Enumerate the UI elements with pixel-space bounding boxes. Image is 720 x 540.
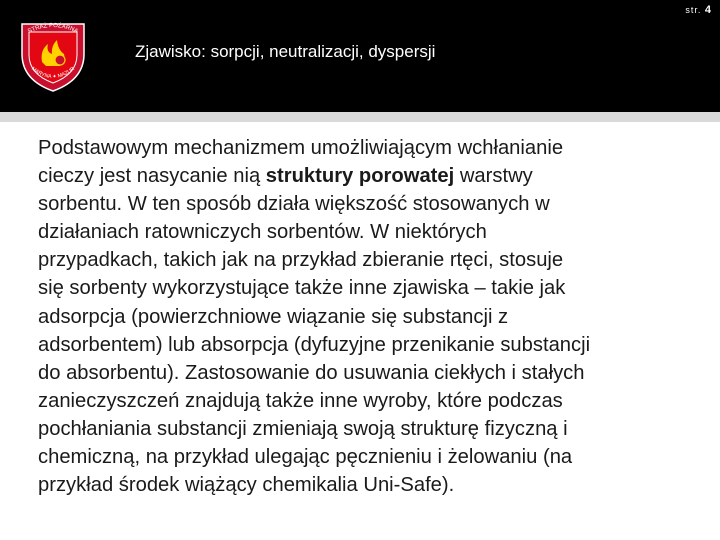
helmet-icon (55, 55, 65, 65)
text-line: sorbentu. W ten sposób działa większość stosowanych w (38, 193, 550, 216)
text-line: przypadkach, takich jak na przykład zbieranie rtęci, stosuje (38, 249, 564, 272)
header-divider (0, 112, 720, 122)
text-line: adsorpcja (powierzchniowe wiązanie się substancji z (38, 305, 509, 328)
text-segment: cieczy jest nasycanie nią (38, 165, 266, 188)
text-line: pochłaniania substancji zmieniają swoją strukturę fizyczną i (38, 417, 568, 440)
header-bar (0, 0, 720, 112)
text-line: chemiczną, na przykład ulegając pęcznieniu i żelowaniu (na (38, 446, 573, 469)
fire-brigade-logo (18, 18, 88, 94)
text-line: adsorbentem) lub absorpcja (dyfuzyjne przenikanie substancji (38, 333, 591, 356)
text-line: Podstawowym mechanizmem umożliwiającym wchłanianie (38, 137, 564, 159)
body-paragraph (38, 134, 706, 499)
logo-top-text: STRAŻ POŻARNA (27, 22, 79, 35)
text-line: do absorbentu). Zastosowanie do usuwania ciekłych i stałych (38, 361, 585, 384)
page-number-value: 4 (704, 4, 712, 16)
text-segment: warstwy (454, 165, 533, 188)
text-line: przykład środek wiążący chemikalia Uni-Safe). (38, 474, 455, 497)
text-line: się sorbenty wykorzystujące także inne zjawiska – takie jak (38, 277, 566, 300)
bold-term: struktury porowatej (265, 165, 455, 188)
text-line: zanieczyszczeń znajdują także inne wyroby, które podczas (38, 389, 563, 412)
page-number-label: str. (685, 5, 702, 15)
page-number (685, 4, 712, 16)
text-line: działaniach ratowniczych sorbentów. W niektórych (38, 221, 487, 244)
text-line (38, 162, 706, 190)
page-title: Zjawisko: sorpcji, neutralizacji, dyspersji (135, 42, 436, 61)
logo-bottom-text: MARYNA ✦ MAZUR (30, 66, 76, 81)
